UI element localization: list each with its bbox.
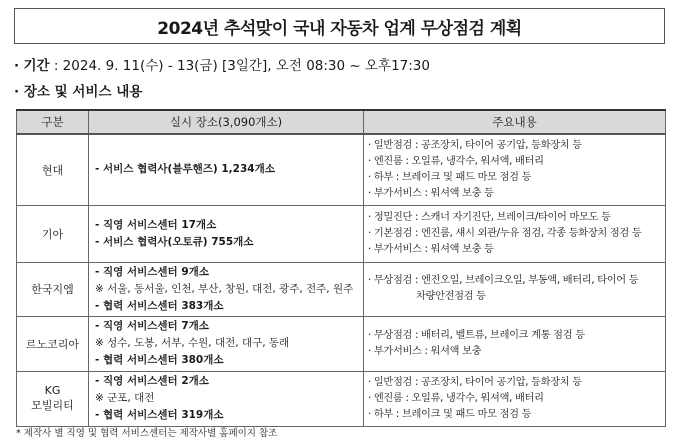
content-cell [364, 205, 666, 262]
location-note: ※ 군포, 대전 [95, 392, 155, 404]
content-cell [364, 134, 666, 205]
document-title: 2024년 추석맞이 국내 자동차 업계 무상점검 계획 [157, 18, 522, 39]
content-cell [364, 262, 666, 316]
content-item: · 부가서비스 : 워셔액 보충 [368, 345, 482, 357]
document-title-box [14, 8, 665, 44]
content-item: · 일반점검 : 공조장치, 타이어 공기압, 등화장치 등 [368, 376, 582, 388]
location-line: - 직영 서비스센터 9개소 [95, 265, 209, 278]
header-category: 구분 [17, 110, 89, 134]
location-line: - 직영 서비스센터 2개소 [95, 375, 209, 387]
period-value: 2024. 9. 11(수) - 13(금) [3일간], 오전 08:30 ~ 오후17:30 [62, 58, 430, 74]
content-cell [364, 316, 666, 371]
content-cell [364, 371, 666, 426]
period-colon: : [49, 58, 63, 74]
content-item: · 부가서비스 : 워셔액 보충 등 [368, 243, 494, 255]
footnote: * 제작사 별 직영 및 협력 서비스센터는 제작사별 홈페이지 참조 [16, 428, 278, 439]
period-bullet: · [14, 58, 20, 74]
header-content: 주요내용 [364, 110, 666, 134]
header-location: 실시 장소(3,090개소) [89, 110, 364, 134]
location-line: - 협력 서비스센터 319개소 [95, 409, 224, 421]
location-line: - 서비스 협력사(블루핸즈) 1,234개소 [95, 163, 275, 176]
brand-cell [17, 205, 89, 262]
content-item: · 하부 : 브레이크 및 패드 마모 점검 등 [368, 171, 532, 183]
period-label: 기간 [23, 58, 50, 74]
location-cell [89, 316, 364, 371]
content-item: · 무상점검 : 배터리, 벨트류, 브레이크 계통 점검 등 [368, 329, 585, 341]
content-item: · 무상점검 : 엔진오일, 브레이크오일, 부동액, 배터리, 타이어 등 [368, 275, 639, 286]
brand-cell [17, 134, 89, 205]
brand-name: 모빌리티 [31, 399, 74, 412]
content-item: · 엔진룸 : 오일류, 냉각수, 워셔액, 배터리 [368, 155, 544, 167]
brand-name: KG [44, 384, 61, 397]
content-item: · 하부 : 브레이크 및 패드 마모 점검 등 [368, 408, 532, 420]
brand-name: 한국지엠 [31, 283, 74, 296]
content-item: · 기본점검 : 엔진룸, 섀시 외관/누유 점검, 각종 등화장치 점검 등 [368, 227, 642, 239]
content-item: · 일반점검 : 공조장치, 타이어 공기압, 등화장치 등 [368, 139, 582, 151]
location-cell [89, 205, 364, 262]
location-cell [89, 262, 364, 316]
section-bullet: · [14, 84, 20, 100]
table-row [17, 262, 666, 316]
section-heading [14, 80, 142, 100]
brand-name: 르노코리아 [25, 337, 80, 351]
location-cell [89, 134, 364, 205]
location-line: - 협력 서비스센터 383개소 [95, 299, 224, 312]
location-line: - 협력 서비스센터 380개소 [95, 354, 224, 366]
table-header-row [17, 110, 666, 134]
table-row [17, 316, 666, 371]
content-item: · 부가서비스 : 워셔액 보충 등 [368, 187, 494, 199]
brand-name: 현대 [41, 163, 64, 177]
brand-cell [17, 262, 89, 316]
location-line: - 직영 서비스센터 7개소 [95, 320, 209, 332]
period-line [14, 54, 430, 74]
content-item: · 엔진룸 : 오일류, 냉각수, 워셔액, 배터리 [368, 392, 544, 404]
table-row [17, 134, 666, 205]
location-line: - 서비스 협력사(오토큐) 755개소 [95, 235, 254, 248]
section-label: 장소 및 서비스 내용 [23, 84, 143, 100]
location-line: - 직영 서비스센터 17개소 [95, 218, 217, 231]
table-row [17, 205, 666, 262]
location-note: ※ 성수, 도봉, 서부, 수원, 대전, 대구, 동래 [95, 337, 290, 349]
service-table [16, 109, 666, 427]
location-cell [89, 371, 364, 426]
content-item: · 정밀진단 : 스캐너 자기진단, 브레이크/타이어 마모도 등 [368, 211, 611, 223]
brand-cell [17, 371, 89, 426]
brand-name: 기아 [41, 227, 64, 241]
content-item: 차량안전점검 등 [416, 291, 486, 302]
table-row [17, 371, 666, 426]
location-note: ※ 서울, 동서울, 인천, 부산, 창원, 대전, 광주, 전주, 원주 [95, 282, 354, 295]
brand-cell [17, 316, 89, 371]
